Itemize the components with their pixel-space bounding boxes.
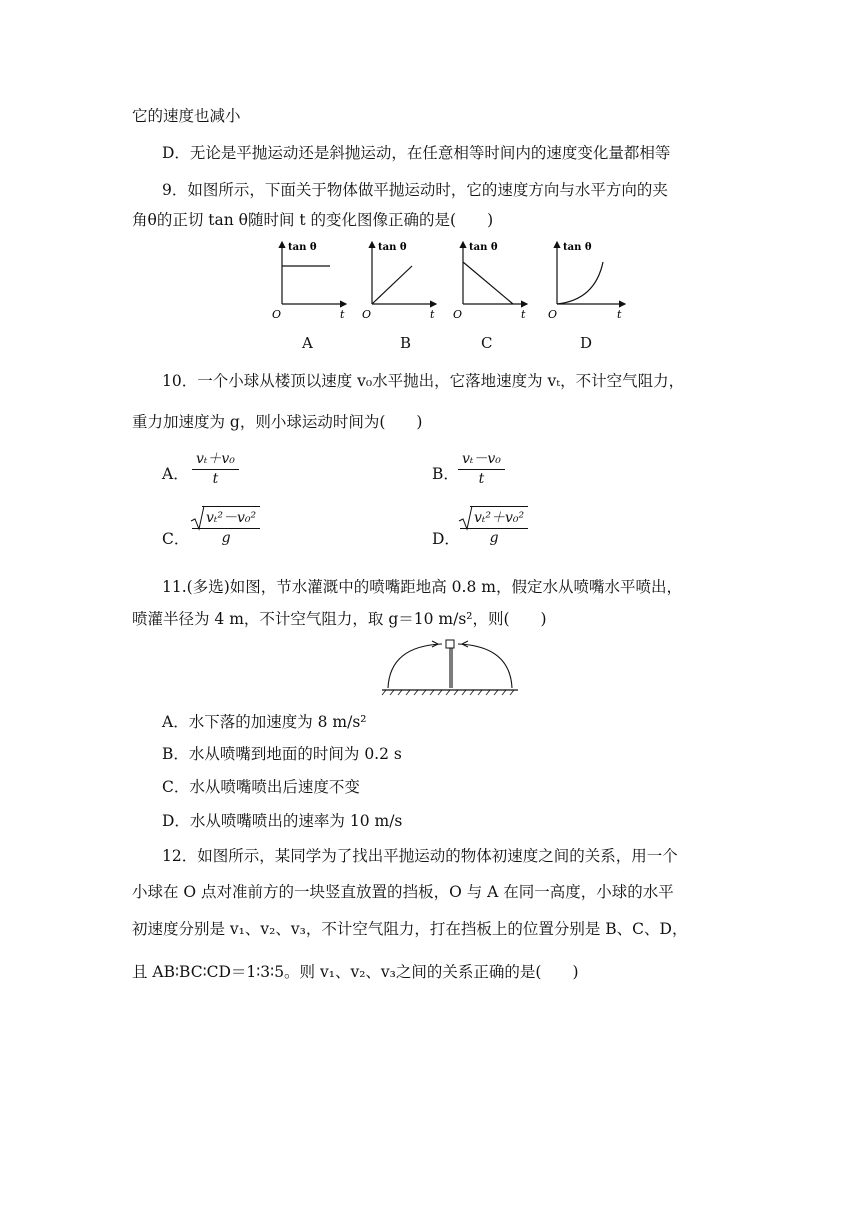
q12-line-1: 12．如图所示，某同学为了找出平抛运动的物体初速度之间的关系，用一个 [162,847,678,865]
q11-option-d: D．水从喷嘴喷出的速率为 10 m/s [162,812,403,830]
graph-label-b: B [400,334,412,352]
q10-line-2: 重力加速度为 g，则小球运动时间为( ) [132,413,423,431]
q10-c-sqrt [190,505,206,531]
q11-option-c: C．水从喷嘴喷出后速度不变 [162,778,360,796]
graph-d-xlabel: t [617,308,622,321]
q10-b-numerator: vₜ－v₀ [462,451,501,467]
graph-b-xlabel: t [430,308,435,321]
q10-option-d-letter: D． [432,530,460,548]
graph-label-a: A [302,334,313,352]
graph-d [548,242,625,321]
q10-a-denominator: t [212,471,219,487]
graph-a-xlabel: t [340,308,345,321]
line-1: 它的速度也减小 [132,107,241,125]
graph-b-ylabel: tan θ [378,242,407,253]
q9-line-1: 9．如图所示，下面关于物体做平抛运动时，它的速度方向与水平方向的夹 [162,181,668,199]
graph-b [362,242,436,321]
graph-b-origin: O [362,308,372,321]
graph-d-ylabel: tan θ [563,242,592,253]
graph-c-xlabel: t [521,308,526,321]
q10-option-b-fraction [458,448,505,487]
q10-c-denominator: g [221,530,231,546]
graph-a [272,242,346,321]
option-d-line: D．无论是平抛运动还是斜抛运动，在任意相等时间内的速度变化量都相等 [162,144,671,162]
q10-d-numerator: vₜ²＋v₀² [470,506,528,527]
q10-option-a-letter: A． [162,465,189,483]
q10-line-1: 10．一个小球从楼顶以速度 v₀水平抛出，它落地速度为 vₜ，不计空气阻力， [162,372,685,390]
graph-label-d: D [580,334,593,352]
graph-c-ylabel: tan θ [469,242,498,253]
q10-option-b-letter: B． [432,465,459,483]
q11-line-1: 11.(多选)如图，节水灌溉中的喷嘴距地高 0.8 m，假定水从喷嘴水平喷出， [162,578,682,596]
q10-d-denominator: g [489,530,499,546]
q10-a-numerator: vₜ＋v₀ [196,451,235,467]
q11-line-2: 喷灌半径为 4 m，不计空气阻力，取 g＝10 m/s²，则( ) [132,610,547,628]
q11-option-a: A．水下落的加速度为 8 m/s² [162,713,367,731]
graph-label-c: C [481,334,493,352]
q11-sprinkler-figure [380,636,520,696]
q10-option-a-fraction [192,448,239,487]
q10-c-numerator: vₜ²－v₀² [202,506,260,527]
q12-line-4: 且 AB∶BC∶CD＝1∶3∶5。则 v₁、v₂、v₃之间的关系正确的是( ) [132,963,579,981]
q10-option-c-letter: C． [162,530,190,548]
graph-c-origin: O [453,308,463,321]
q10-b-denominator: t [478,471,485,487]
q11-option-b: B．水从喷嘴到地面的时间为 0.2 s [162,745,402,763]
q9-graphs [0,238,860,348]
q12-line-3: 初速度分别是 v₁、v₂、v₃，不计空气阻力，打在挡板上的位置分别是 B、C、D， [132,920,688,938]
q12-line-2: 小球在 O 点对准前方的一块竖直放置的挡板，O 与 A 在同一高度，小球的水平 [132,883,674,901]
graph-c [453,242,527,321]
graph-a-ylabel: tan θ [288,242,317,253]
q10-d-sqrt [458,505,474,531]
graph-a-origin: O [272,308,282,321]
q9-line-2: 角θ的正切 tan θ随时间 t 的变化图像正确的是( ) [132,211,494,229]
graph-d-origin: O [548,308,558,321]
